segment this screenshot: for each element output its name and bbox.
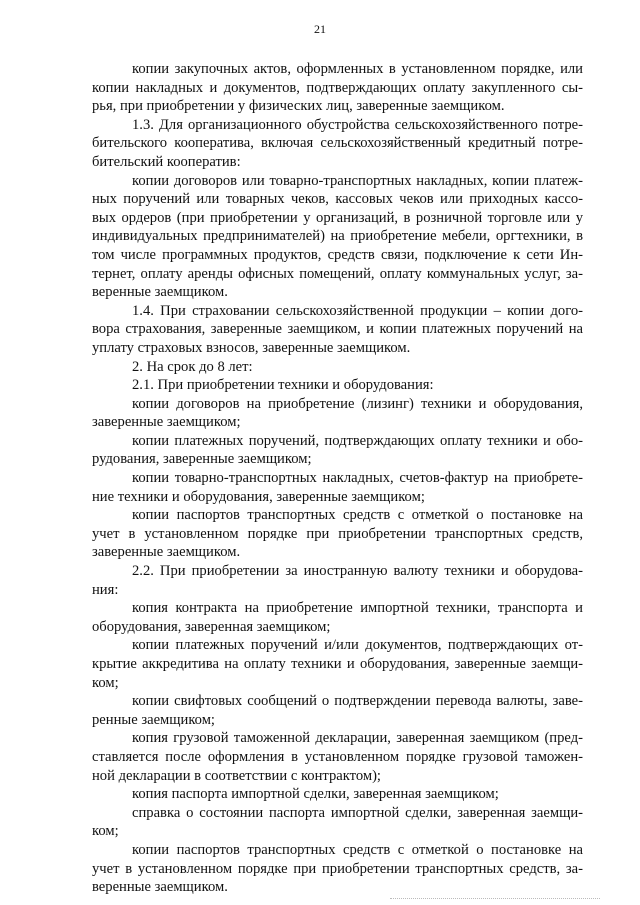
text-line: ние техники и оборудования, заверенные заемщиком; — [92, 488, 425, 505]
paragraph — [92, 785, 583, 804]
text-line: ренные заемщиком; — [92, 711, 215, 728]
text-line: рудования, заверенные заемщиком; — [92, 451, 312, 468]
paragraph — [92, 599, 583, 636]
paragraph — [92, 804, 583, 841]
text-line: заверенные заемщиком; — [92, 414, 241, 431]
text-line: ния: — [92, 581, 119, 598]
paragraph — [92, 729, 583, 785]
text-line: вых ордеров (при приобретении у организаций, в розничной торговле или у — [92, 209, 583, 226]
text-line: копии накладных и документов, подтверждающих оплату закупленного сы- — [92, 79, 583, 96]
text-line: учет в установленном порядке при приобретении транспортных средств, — [92, 525, 583, 542]
footer-scan-mark — [390, 898, 600, 903]
text-line: 2.2. При приобретении за иностранную валюту техники и оборудова- — [132, 563, 583, 580]
text-line: ком; — [92, 823, 119, 840]
text-line: уплату страховых взносов, заверенные заемщиком. — [92, 339, 411, 356]
paragraph — [92, 395, 583, 432]
paragraph — [92, 562, 583, 599]
text-line: тернет, оплату аренды офисных помещений, оплату коммунальных услуг, за- — [92, 265, 583, 282]
text-line: крытие аккредитива на оплату техники и оборудования, заверенные заемщи- — [92, 656, 583, 672]
text-line: веренные заемщиком. — [92, 284, 228, 301]
text-line: учет в установленном порядке при приобретении транспортных средств, за- — [92, 860, 583, 877]
text-line: 1.3. Для организационного обустройства сельскохозяйственного потре- — [132, 116, 583, 133]
paragraph — [92, 376, 583, 395]
paragraph — [92, 841, 583, 897]
paragraph — [92, 469, 583, 506]
text-line: справка о состоянии паспорта импортной сделки, заверенная заемщи- — [132, 804, 583, 821]
text-line: копии платежных поручений, подтверждающих оплату техники и обо- — [132, 432, 583, 449]
text-line: рья, при приобретении у физических лиц, заверенные заемщиком. — [92, 98, 505, 115]
paragraph — [92, 636, 583, 692]
text-line: индивидуальных предпринимателей) на приобретение мебели, оргтехники, в — [92, 228, 583, 245]
text-line: оборудования, заверенная заемщиком; — [92, 618, 331, 635]
text-line: копии товарно-транспортных накладных, счетов-фактур на приобрете- — [132, 470, 583, 487]
text-line: копии договоров на приобретение (лизинг) техники и оборудования, — [132, 395, 583, 412]
text-line: копии договоров или товарно-транспортных накладных, копии платеж- — [132, 172, 583, 189]
text-line: том числе программных продуктов, средств связи, подключение к сети Ин- — [92, 246, 583, 263]
paragraph — [92, 432, 583, 469]
page-number: 21 — [314, 22, 326, 36]
text-line: копия контракта на приобретение импортной техники, транспорта и — [132, 600, 583, 617]
text-line: 2. На срок до 8 лет: — [132, 358, 253, 375]
paragraph — [92, 116, 583, 172]
paragraph — [92, 60, 583, 116]
paragraph — [92, 506, 583, 562]
text-line: 1.4. При страховании сельскохозяйственной продукции – копии дого- — [132, 302, 583, 319]
text-line: копия грузовой таможенной декларации, заверенная заемщиком (пред- — [132, 730, 583, 747]
paragraph — [92, 692, 583, 729]
text-line: копии паспортов транспортных средств с отметкой о постановке на — [132, 841, 583, 858]
text-line: веренные заемщиком. — [92, 879, 228, 896]
text-line: копии закупочных актов, оформленных в установленном порядке, или — [132, 61, 583, 77]
text-line: копии паспортов транспортных средств с отметкой о постановке на — [132, 507, 583, 524]
text-line: ных поручений или товарных чеков, кассовых чеков или приходных кассо- — [92, 191, 583, 208]
text-line: копии свифтовых сообщений о подтверждении перевода валюты, заве- — [132, 693, 583, 710]
text-line: бительского кооператива, включая сельскохозяйственный кредитный потре- — [92, 135, 583, 152]
text-line: копия паспорта импортной сделки, заверенная заемщиком; — [132, 786, 499, 803]
text-line: ной декларации в соответствии с контрактом); — [92, 767, 381, 784]
text-line: заверенные заемщиком. — [92, 544, 241, 561]
paragraph — [92, 172, 583, 302]
text-line: бительский кооператив: — [92, 153, 241, 170]
paragraph — [92, 302, 583, 358]
text-line: вора страхования, заверенные заемщиком, и копии платежных поручений на — [92, 321, 583, 338]
document-body — [92, 60, 583, 897]
text-line: 2.1. При приобретении техники и оборудования: — [132, 377, 434, 394]
text-line: ком; — [92, 674, 119, 691]
paragraph — [92, 358, 583, 377]
text-line: копии платежных поручений и/или документов, подтверждающих от- — [132, 637, 583, 654]
text-line: ставляется после оформления в установленном порядке грузовой таможен- — [92, 748, 583, 765]
